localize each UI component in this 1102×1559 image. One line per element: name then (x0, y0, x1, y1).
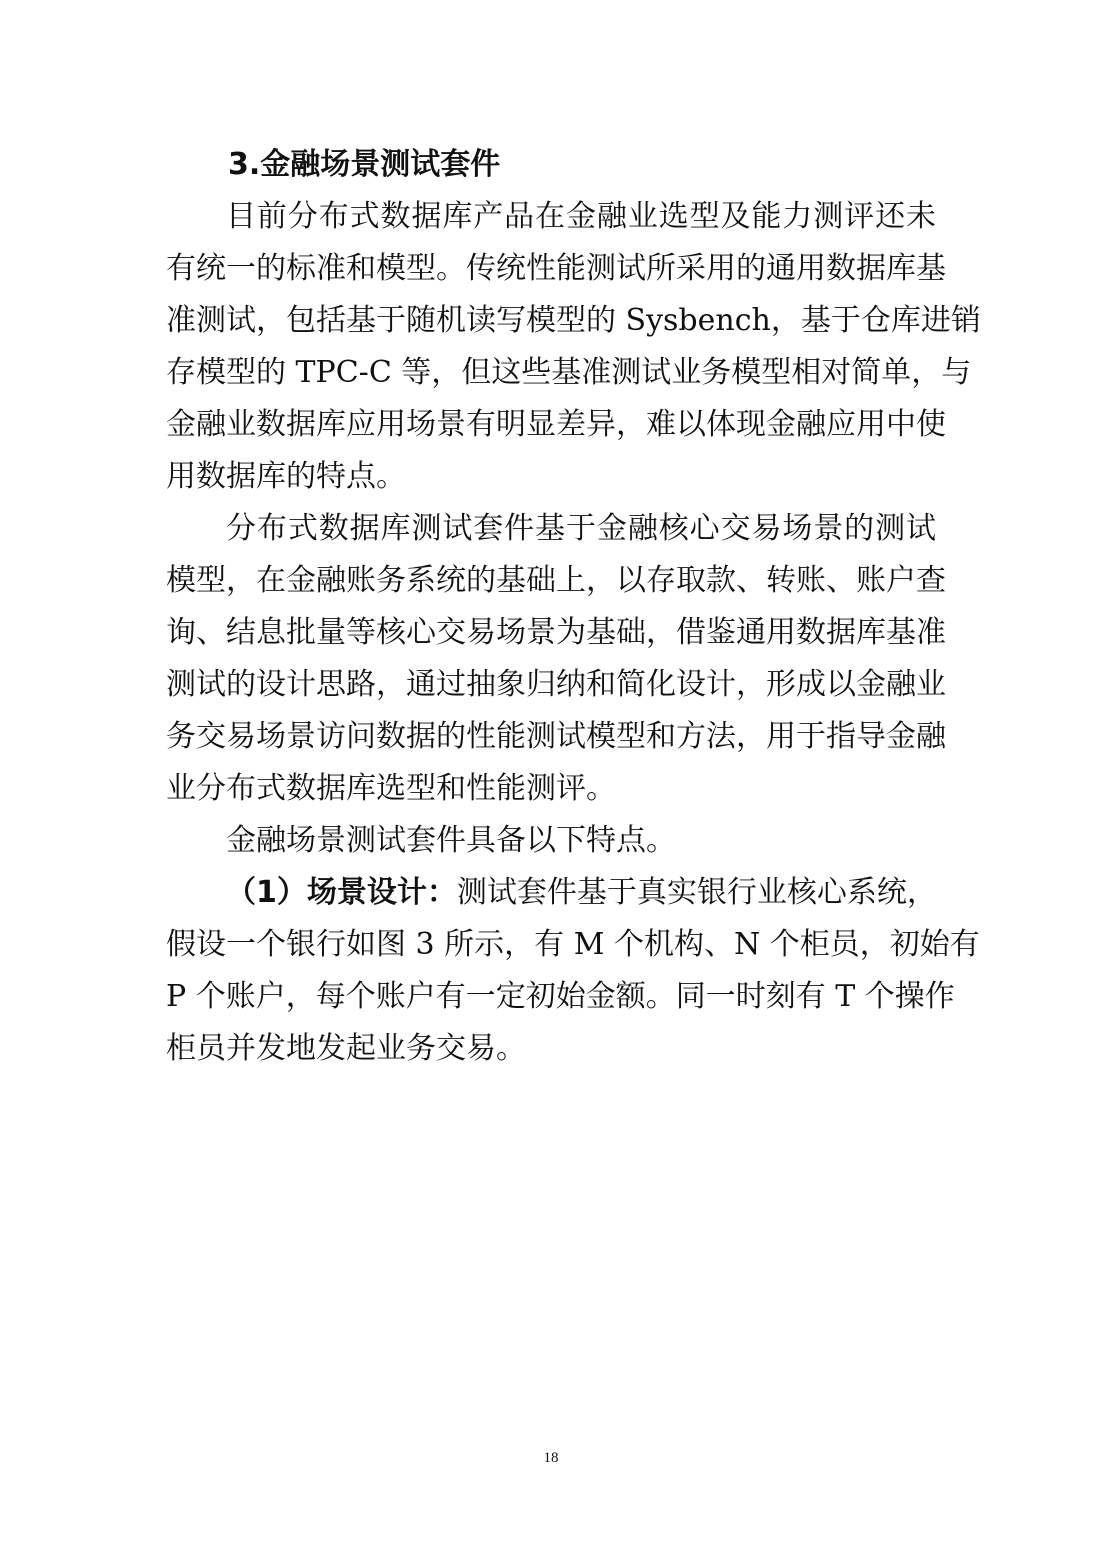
paragraph-line-first (226, 873, 936, 913)
paragraph-line: 金融业数据库应用场景有明显差异，难以体现金融应用中使 (166, 407, 946, 442)
paragraph-line: 务交易场景访问数据的性能测试模型和方法，用于指导金融 (166, 719, 946, 754)
paragraph-line: 模型，在金融账务系统的基础上，以存取款、转账、账户查 (166, 563, 946, 598)
paragraph-line: 分布式数据库测试套件基于金融核心交易场景的测试 (226, 511, 936, 546)
section-heading: 3.金融场景测试套件 (228, 147, 501, 182)
item-text: 测试套件基于真实银行业核心系统， (456, 875, 937, 910)
paragraph-line: 询、结息批量等核心交易场景为基础，借鉴通用数据库基准 (166, 615, 946, 650)
paragraph-line: 有统一的标准和模型。传统性能测试所采用的通用数据库基 (166, 251, 946, 286)
paragraph-line: P 个账户，每个账户有一定初始金额。同一时刻有 T 个操作 (166, 979, 955, 1014)
paragraph-line: 柜员并发地发起业务交易。 (166, 1031, 526, 1066)
paragraph-line: 假设一个银行如图 3 所示，有 M 个机构、N 个柜员，初始有 (166, 927, 980, 962)
item-label: （1）场景设计： (226, 875, 457, 910)
page-number: 18 (543, 1450, 559, 1466)
paragraph-line: 用数据库的特点。 (166, 459, 406, 494)
paragraph-line: 目前分布式数据库产品在金融业选型及能力测评还未 (226, 199, 936, 234)
paragraph-line: 业分布式数据库选型和性能测评。 (166, 771, 616, 806)
paragraph-3: 金融场景测试套件具备以下特点。 (226, 823, 676, 858)
paragraph-line: 测试的设计思路，通过抽象归纳和简化设计，形成以金融业 (166, 667, 946, 702)
paragraph-line: 准测试，包括基于随机读写模型的 Sysbench，基于仓库进销 (166, 303, 981, 338)
paragraph-line: 存模型的 TPC-C 等，但这些基准测试业务模型相对简单，与 (166, 355, 972, 390)
